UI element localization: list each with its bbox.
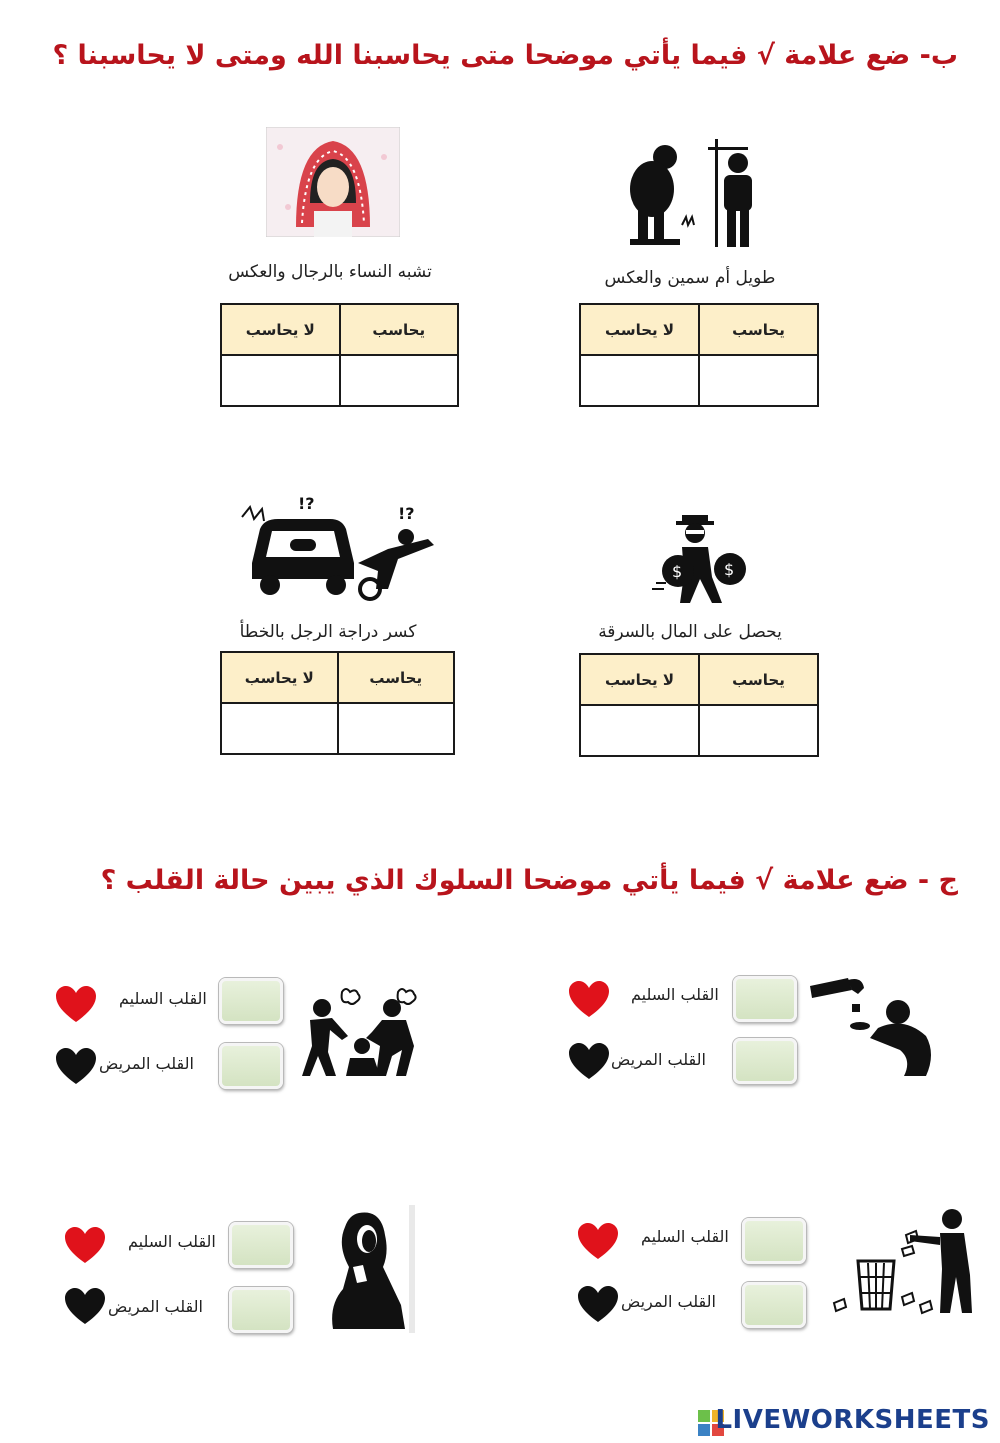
healthy-heart-label: القلب السليم [631, 985, 719, 1004]
black-heart-icon [55, 1047, 97, 1087]
section-c-title: ج - ضع علامة √ فيما يأتي موضحا السلوك الذي يبين حالة القلب ؟ [100, 865, 958, 896]
healthy-heart-checkbox[interactable] [733, 976, 797, 1022]
answer-cell-yes[interactable] [699, 355, 818, 406]
sick-heart-checkbox[interactable] [733, 1038, 797, 1084]
column-no-header: لا يحاسب [221, 652, 338, 703]
healthy-heart-checkbox[interactable] [742, 1218, 806, 1264]
black-heart-icon [64, 1287, 106, 1327]
answer-table-b4 [220, 651, 455, 755]
column-no-header: لا يحاسب [580, 654, 699, 705]
svg-text:!?: !? [298, 494, 315, 513]
column-yes-header: يحاسب [699, 654, 818, 705]
black-heart-icon [568, 1042, 610, 1082]
giving-charity-icon [808, 968, 938, 1078]
svg-text:$: $ [724, 560, 735, 579]
sick-heart-checkbox[interactable] [229, 1287, 293, 1333]
tall-and-fat-men-icon [620, 133, 770, 251]
answer-cell-yes[interactable] [699, 705, 818, 756]
column-yes-header: يحاسب [340, 304, 459, 355]
healthy-heart-label: القلب السليم [119, 989, 207, 1008]
answer-cell-yes[interactable] [340, 355, 459, 406]
littering-icon [830, 1205, 980, 1317]
answer-cell-no[interactable] [580, 355, 699, 406]
answer-cell-no[interactable] [580, 705, 699, 756]
caption-b4: كسر دراجة الرجل بالخطأ [239, 622, 417, 642]
answer-table-b3 [579, 653, 819, 757]
sick-heart-label: القلب المريض [99, 1054, 194, 1073]
red-heart-icon [568, 980, 610, 1020]
sick-heart-checkbox[interactable] [219, 1043, 283, 1089]
caption-b1: طويل أم سمين والعكس [604, 268, 776, 288]
brand-wordmark: LIVEWORKSHEETS [715, 1405, 990, 1435]
answer-cell-no[interactable] [221, 703, 338, 754]
column-yes-header: يحاسب [338, 652, 455, 703]
red-heart-icon [55, 985, 97, 1025]
kids-fighting-icon [302, 986, 422, 1078]
car-hits-motorbike-icon [238, 493, 438, 603]
column-yes-header: يحاسب [699, 304, 818, 355]
answer-table-b1 [579, 303, 819, 407]
section-b-title: ب- ضع علامة √ فيما يأتي موضحا متى يحاسبنا الله ومتى لا يحاسبنا ؟ [52, 40, 958, 71]
sick-heart-label: القلب المريض [108, 1297, 203, 1316]
column-no-header: لا يحاسب [221, 304, 340, 355]
caption-b2: تشبه النساء بالرجال والعكس [228, 262, 432, 282]
sick-heart-checkbox[interactable] [742, 1282, 806, 1328]
sick-heart-label: القلب المريض [621, 1292, 716, 1311]
red-heart-icon [64, 1226, 106, 1266]
column-no-header: لا يحاسب [580, 304, 699, 355]
answer-cell-no[interactable] [221, 355, 340, 406]
healthy-heart-label: القلب السليم [128, 1232, 216, 1251]
woman-praying-icon [323, 1205, 417, 1333]
answer-cell-yes[interactable] [338, 703, 455, 754]
red-heart-icon [577, 1222, 619, 1262]
healthy-heart-checkbox[interactable] [219, 978, 283, 1024]
healthy-heart-label: القلب السليم [641, 1227, 729, 1246]
black-heart-icon [577, 1285, 619, 1325]
sick-heart-label: القلب المريض [611, 1050, 706, 1069]
svg-text:$: $ [672, 562, 683, 581]
caption-b3: يحصل على المال بالسرقة [598, 622, 782, 642]
answer-table-b2 [220, 303, 459, 407]
svg-text:!?: !? [398, 504, 415, 523]
thief-with-money-bags-icon [652, 513, 752, 605]
healthy-heart-checkbox[interactable] [229, 1222, 293, 1268]
girl-in-shemagh-image [266, 127, 400, 237]
